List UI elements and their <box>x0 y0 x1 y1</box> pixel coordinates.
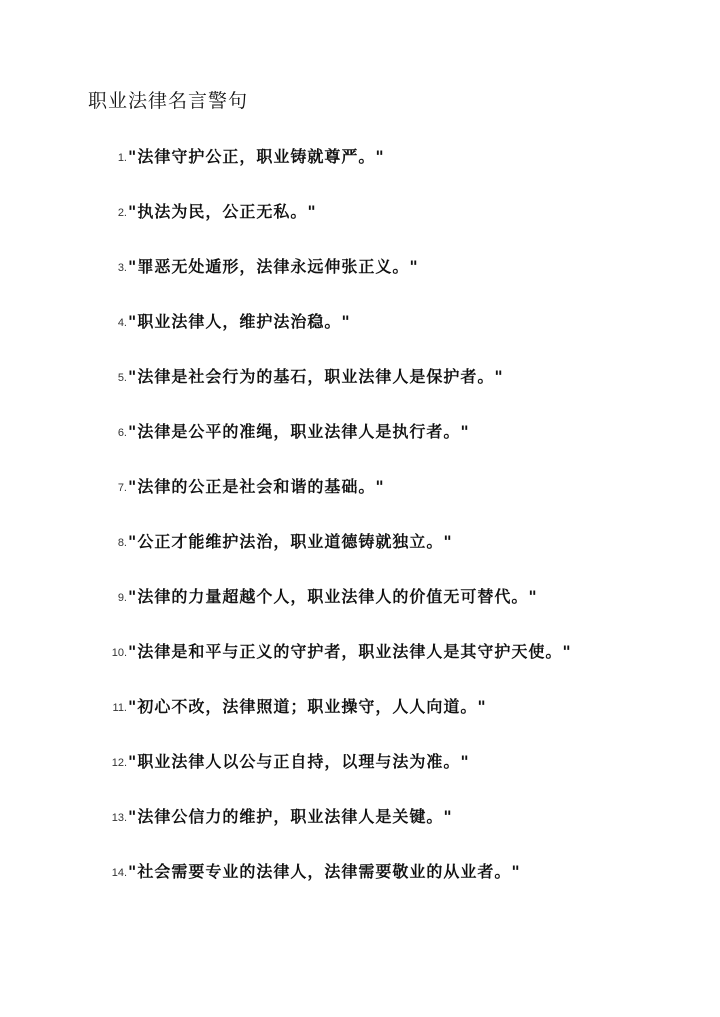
quote-text: "法律是和平与正义的守护者，职业法律人是其守护天使。" <box>128 642 572 661</box>
list-number: 2. <box>117 207 127 219</box>
list-item <box>0 255 720 310</box>
list-number: 7. <box>117 482 127 494</box>
list-number: 5. <box>117 372 127 384</box>
list-item <box>0 475 720 530</box>
list-item <box>0 805 720 860</box>
quote-text: "法律的公正是社会和谐的基础。" <box>128 477 385 496</box>
list-item <box>0 750 720 805</box>
list-item <box>0 860 720 915</box>
quote-text: "公正才能维护法治，职业道德铸就独立。" <box>128 532 453 551</box>
list-item <box>0 585 720 640</box>
list-number: 14. <box>111 867 127 879</box>
list-item <box>0 310 720 365</box>
quote-text: "法律是公平的准绳，职业法律人是执行者。" <box>128 422 470 441</box>
list-number: 13. <box>111 812 127 824</box>
quote-text: "执法为民，公正无私。" <box>128 202 317 221</box>
list-number: 12. <box>111 757 127 769</box>
list-item <box>0 200 720 255</box>
quote-list <box>0 145 720 915</box>
quote-text: "职业法律人以公与正自持，以理与法为准。" <box>128 752 470 771</box>
quote-text: "法律守护公正，职业铸就尊严。" <box>128 147 385 166</box>
list-number: 9. <box>117 592 127 604</box>
document-title: 职业法律名言警句 <box>88 90 249 112</box>
quote-text: "法律是社会行为的基石，职业法律人是保护者。" <box>128 367 504 386</box>
quote-text: "罪恶无处遁形，法律永远伸张正义。" <box>128 257 419 276</box>
list-number: 8. <box>117 537 127 549</box>
quote-text: "社会需要专业的法律人，法律需要敬业的从业者。" <box>128 862 521 881</box>
list-number: 11. <box>112 702 127 714</box>
list-number: 3. <box>117 262 127 274</box>
list-number: 10. <box>111 647 127 659</box>
quote-text: "法律的力量超越个人，职业法律人的价值无可替代。" <box>128 587 538 606</box>
list-item <box>0 530 720 585</box>
list-item <box>0 640 720 695</box>
list-item <box>0 420 720 475</box>
list-number: 4. <box>117 317 127 329</box>
list-item <box>0 145 720 200</box>
quote-text: "初心不改，法律照道；职业操守，人人向道。" <box>128 697 487 716</box>
quote-text: "职业法律人，维护法治稳。" <box>128 312 351 331</box>
quote-text: "法律公信力的维护，职业法律人是关键。" <box>128 807 453 826</box>
list-number: 6. <box>117 427 127 439</box>
list-item <box>0 365 720 420</box>
list-item <box>0 695 720 750</box>
list-number: 1. <box>117 152 127 164</box>
